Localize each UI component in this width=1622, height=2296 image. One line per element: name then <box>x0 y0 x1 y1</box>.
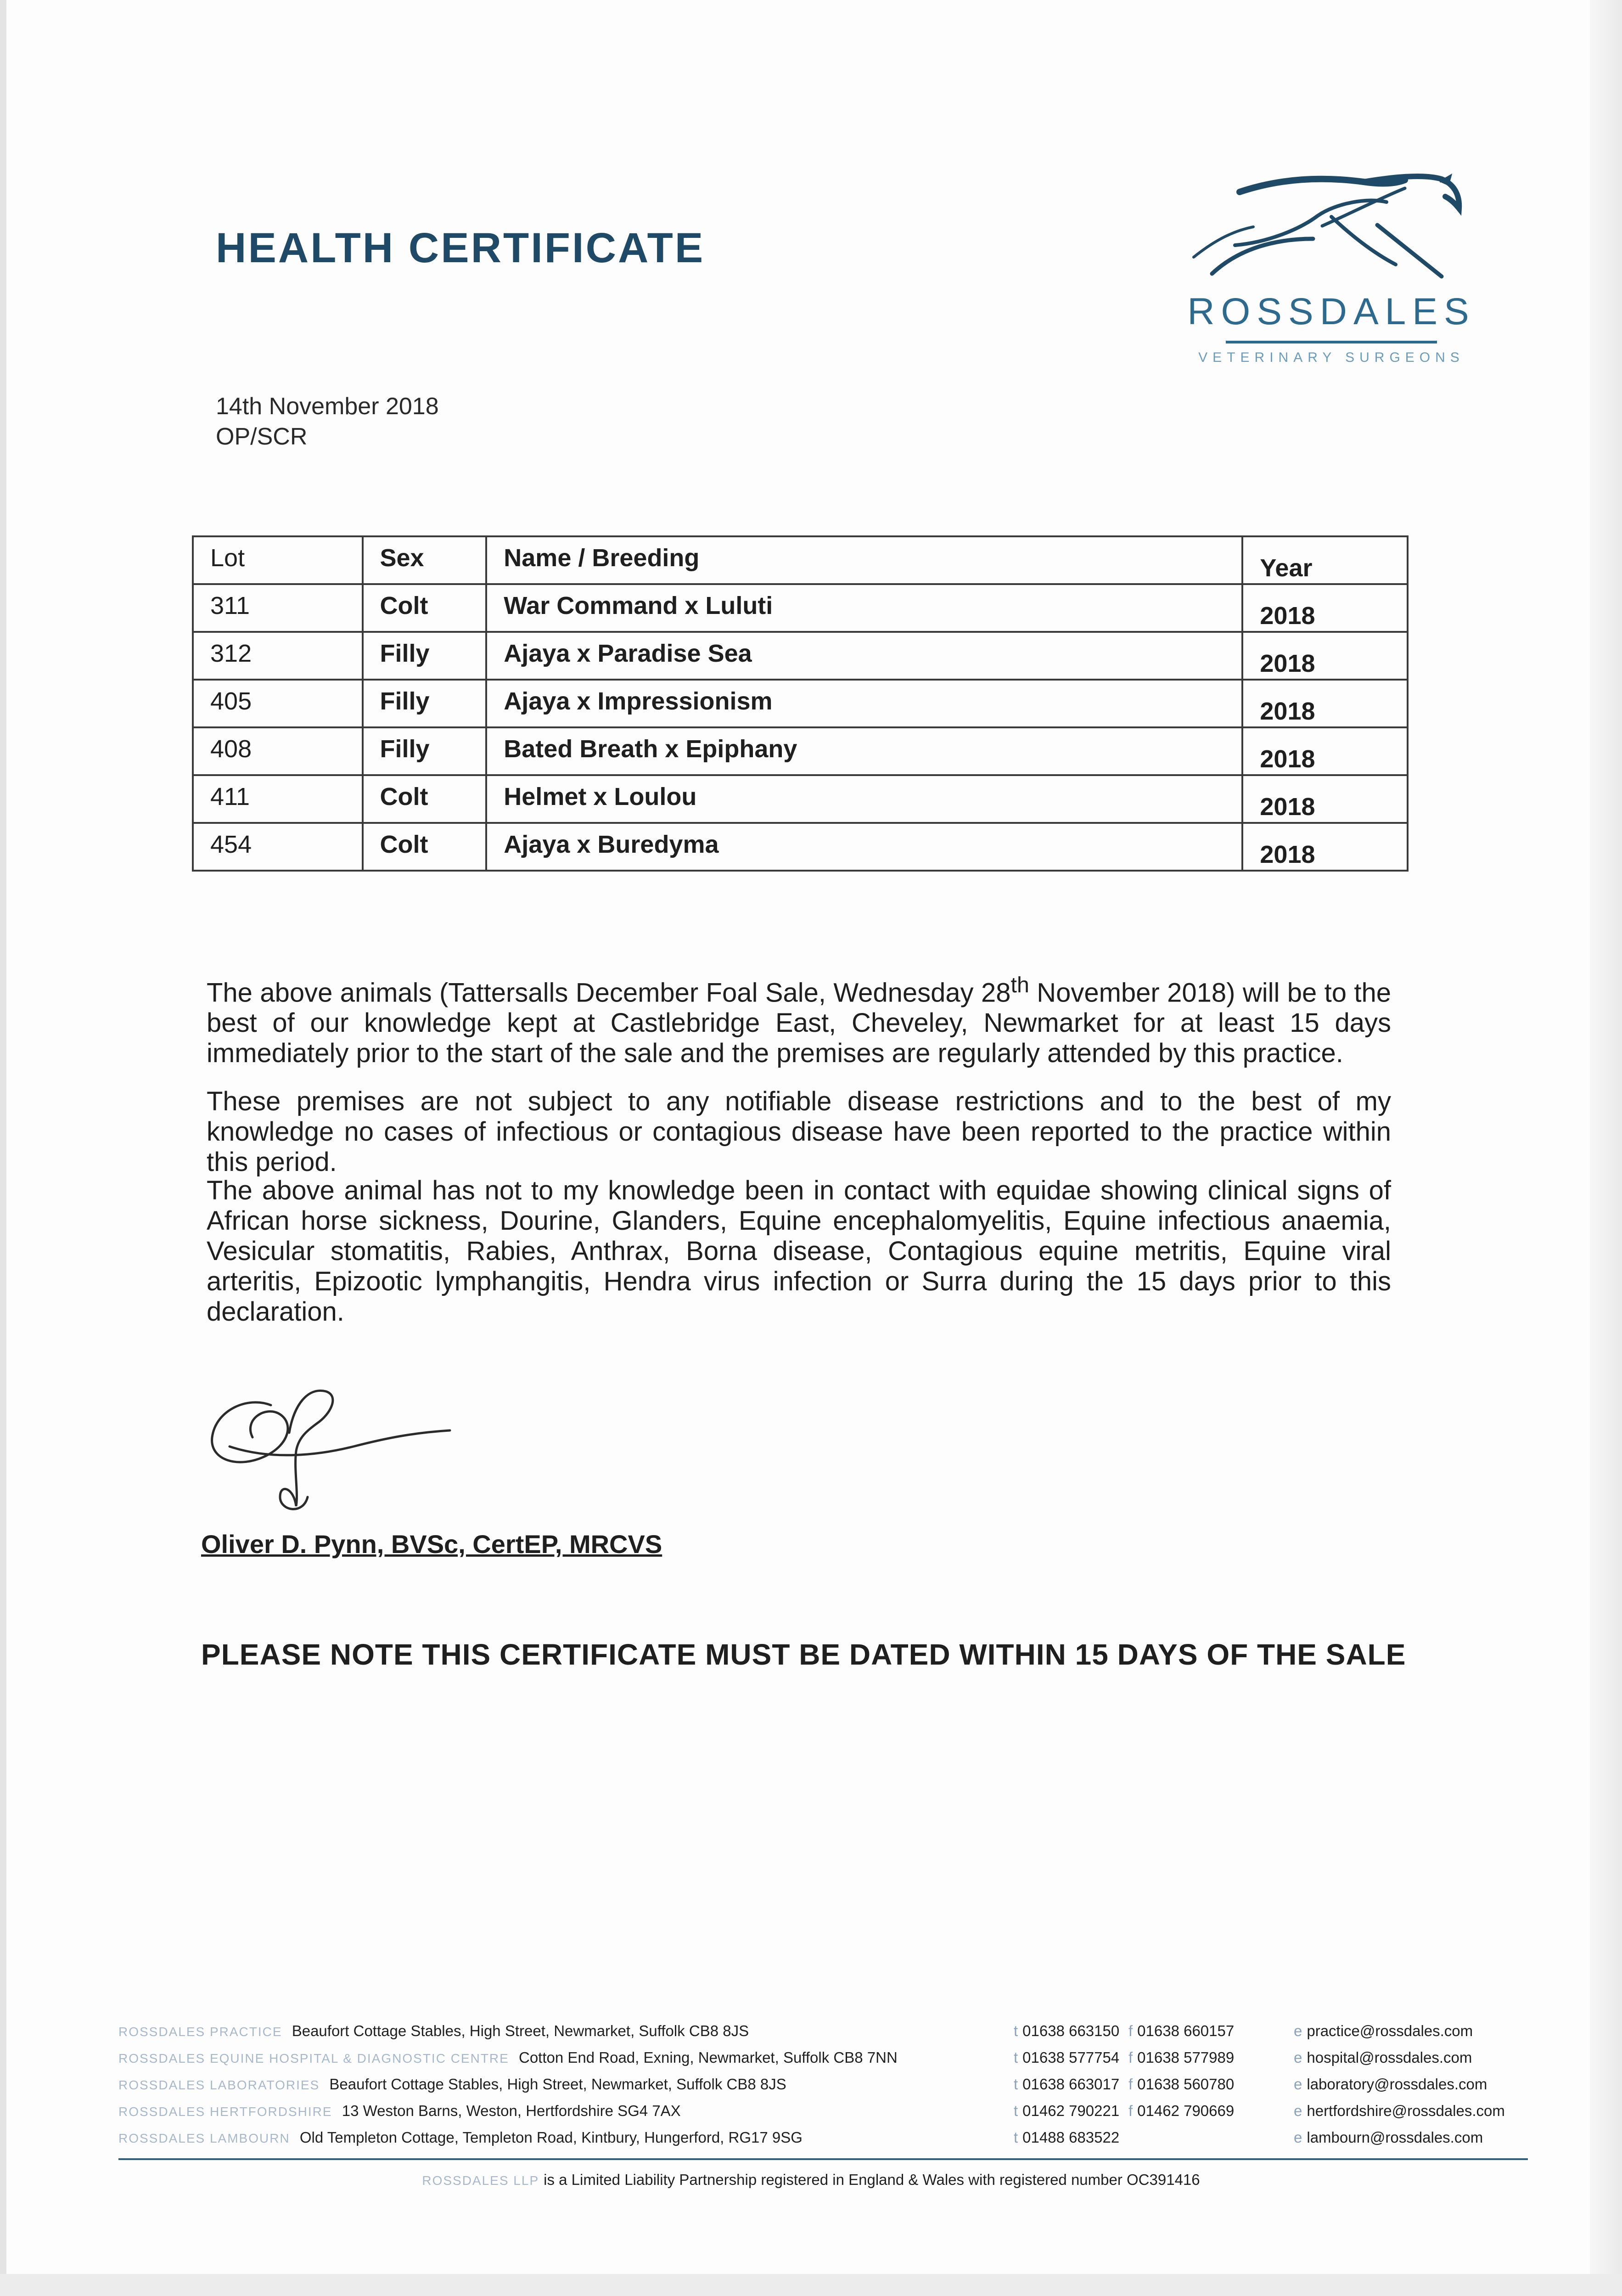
footer-email: e hospital@rossdales.com <box>1294 2049 1472 2066</box>
footer-telephone: t 01638 663017 <box>1014 2076 1120 2093</box>
cell-sex: Filly <box>363 680 487 727</box>
cell-year: 2018 <box>1242 823 1408 871</box>
footer-branch-name: ROSSDALES LABORATORIES <box>118 2078 320 2092</box>
rossdales-logo <box>1175 170 1497 390</box>
scan-edge-right <box>1590 0 1622 2296</box>
horse-logo-icon <box>1184 170 1478 294</box>
paragraph-premises: These premises are not subject to any notifiable disease restrictions and to the best of my knowledge no cases of infectious or contagious disease have been reported to the practice within this period. <box>207 1086 1391 1177</box>
cell-lot: 312 <box>193 632 363 680</box>
footer-branch-name: ROSSDALES EQUINE HOSPITAL & DIAGNOSTIC CENTRE <box>118 2051 509 2065</box>
header-name-breeding: Name / Breeding <box>486 536 1242 584</box>
header-year: Year <box>1242 536 1408 584</box>
scan-edge-left <box>0 0 6 2296</box>
cell-year: 2018 <box>1242 680 1408 727</box>
cell-name: Ajaya x Impressionism <box>486 680 1242 727</box>
certificate-meta <box>216 391 439 452</box>
logo-wordmark: ROSSDALES <box>1187 291 1476 332</box>
cell-lot: 405 <box>193 680 363 727</box>
paragraph-sale-location <box>207 970 1391 1069</box>
footer-telephone: t 01638 577754 <box>1014 2049 1120 2066</box>
certificate-date: 14th November 2018 <box>216 393 439 420</box>
dating-notice: PLEASE NOTE THIS CERTIFICATE MUST BE DATED WITHIN 15 DAYS OF THE SALE <box>201 1638 1406 1671</box>
footer-divider <box>118 2158 1528 2160</box>
scan-edge-bottom <box>0 2274 1622 2296</box>
cell-lot: 411 <box>193 775 363 823</box>
footer-contacts <box>118 2022 1532 2155</box>
header-lot: Lot <box>193 536 363 584</box>
table-header-row <box>193 536 1408 584</box>
footer-fax: f 01462 790669 <box>1128 2102 1235 2119</box>
cell-name: Ajaya x Paradise Sea <box>486 632 1242 680</box>
footer-email: e lambourn@rossdales.com <box>1294 2129 1483 2146</box>
cell-name: War Command x Luluti <box>486 584 1242 632</box>
ordinal-suffix: th <box>1010 973 1029 997</box>
legal-brand: ROSSDALES LLP <box>422 2173 539 2188</box>
cell-year: 2018 <box>1242 632 1408 680</box>
footer-email: e practice@rossdales.com <box>1294 2022 1473 2039</box>
signatory-name: Oliver D. Pynn, BVSc, CertEP, MRCVS <box>201 1530 662 1559</box>
cell-sex: Colt <box>363 775 487 823</box>
table-row <box>193 584 1408 632</box>
cell-lot: 311 <box>193 584 363 632</box>
footer-row <box>118 2049 1532 2076</box>
paragraph-sale-location-start: The above animals (Tattersalls December Foal Sale, Wednesday 28 <box>207 978 1011 1008</box>
footer-row <box>118 2102 1532 2129</box>
cell-year: 2018 <box>1242 727 1408 775</box>
cell-year: 2018 <box>1242 584 1408 632</box>
footer-row <box>118 2076 1532 2102</box>
footer-address: 13 Weston Barns, Weston, Hertfordshire SG4 7AX <box>342 2102 681 2119</box>
cell-sex: Colt <box>363 823 487 871</box>
footer-branch-name: ROSSDALES LAMBOURN <box>118 2131 290 2145</box>
footer-telephone: t 01638 663150 <box>1014 2022 1120 2039</box>
handwritten-signature <box>202 1378 459 1515</box>
cell-name: Helmet x Loulou <box>486 775 1242 823</box>
paragraph-disease-declaration: The above animal has not to my knowledge been in contact with equidae showing clinical signs of African horse sickness, Dourine, Glanders, Equine encephalomyelitis, Equine infectious anaemia, Vesicular stomatitis, Rabies, Anthrax, Borna disease, Contagious equine metritis, Equine viral arteritis, Epizootic lymphangitis, Hendra virus infection or Surra during the 15 days prior to this declaration. <box>207 1176 1391 1327</box>
cell-sex: Filly <box>363 727 487 775</box>
footer-email: e hertfordshire@rossdales.com <box>1294 2102 1505 2119</box>
footer-fax: f 01638 560780 <box>1128 2076 1235 2093</box>
legal-notice <box>0 2171 1622 2189</box>
footer-branch-name: ROSSDALES HERTFORDSHIRE <box>118 2105 332 2119</box>
logo-subtitle: VETERINARY SURGEONS <box>1198 350 1465 365</box>
footer-telephone: t 01462 790221 <box>1014 2102 1120 2119</box>
certificate-title: HEALTH CERTIFICATE <box>216 225 705 271</box>
footer-address: Beaufort Cottage Stables, High Street, Newmarket, Suffolk CB8 8JS <box>292 2022 749 2039</box>
table-row <box>193 680 1408 727</box>
footer-fax: f 01638 577989 <box>1128 2049 1235 2066</box>
cell-name: Ajaya x Buredyma <box>486 823 1242 871</box>
paragraph-sale-location-end: November 2018) will be to the best of our knowledge kept at Castlebridge East, Cheveley, Newmarket for at least 15 days immediately prior to the start of the sale and the premises are regularly attended by this practice. <box>207 978 1391 1069</box>
footer-address: Old Templeton Cottage, Templeton Road, Kintbury, Hungerford, RG17 9SG <box>299 2129 803 2146</box>
footer-telephone: t 01488 683522 <box>1014 2129 1120 2146</box>
footer-email: e laboratory@rossdales.com <box>1294 2076 1487 2093</box>
lots-table <box>192 535 1409 872</box>
cell-sex: Filly <box>363 632 487 680</box>
certificate-reference: OP/SCR <box>216 423 308 450</box>
legal-text: is a Limited Liability Partnership registered in England & Wales with registered number OC391416 <box>544 2171 1200 2188</box>
footer-row <box>118 2022 1532 2049</box>
header-sex: Sex <box>363 536 487 584</box>
footer-address: Cotton End Road, Exning, Newmarket, Suffolk CB8 7NN <box>518 2049 898 2066</box>
cell-lot: 408 <box>193 727 363 775</box>
table-row <box>193 823 1408 871</box>
table-row <box>193 727 1408 775</box>
cell-sex: Colt <box>363 584 487 632</box>
cell-name: Bated Breath x Epiphany <box>486 727 1242 775</box>
table-row <box>193 632 1408 680</box>
footer-address: Beaufort Cottage Stables, High Street, Newmarket, Suffolk CB8 8JS <box>329 2076 786 2093</box>
footer-branch-name: ROSSDALES PRACTICE <box>118 2025 282 2039</box>
table-row <box>193 775 1408 823</box>
cell-year: 2018 <box>1242 775 1408 823</box>
cell-lot: 454 <box>193 823 363 871</box>
footer-row <box>118 2129 1532 2155</box>
footer-fax: f 01638 660157 <box>1128 2022 1235 2039</box>
logo-divider <box>1226 341 1437 343</box>
